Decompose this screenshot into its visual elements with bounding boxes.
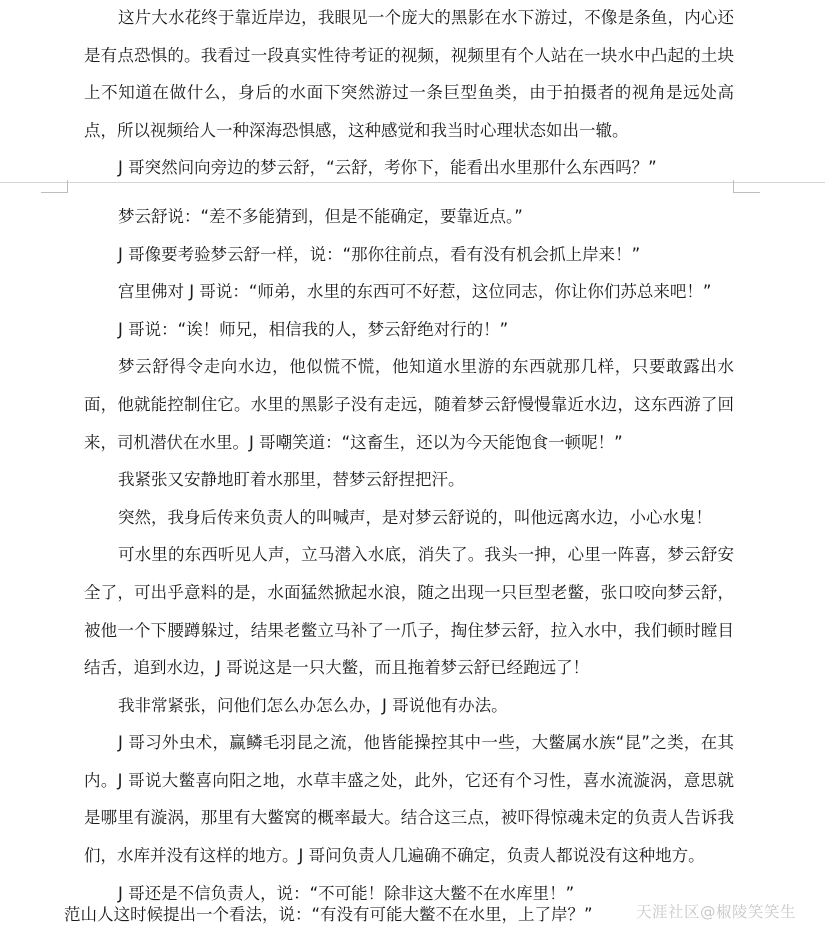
paragraph-5: 宫里佛对 J 哥说：“师弟，水里的东西可不好惹，这位同志，你让你们苏总来吧！” [118, 282, 712, 302]
document-body [84, 0, 734, 912]
paragraph-10: 可水里的东西听见人声，立马潜入水底，消失了。我头一抻，心里一阵喜，梦云舒安全了，可出乎意料的是，水面猛然掀起水浪，随之出现一只巨型老鳖，张口咬向梦云舒，被他一个下腰蹲躲过，结果老鳖立马补了一爪子，掏住梦云舒，拉入水中，我们顿时瞠目结舌，追到水边，J 哥说这是一只大鳖，而且拖着梦云舒已经跑远了！ [84, 545, 734, 678]
page-corner-mark-right [733, 180, 760, 193]
paragraph-3: 梦云舒说：“差不多能猜到，但是不能确定，要靠近点。” [118, 206, 523, 226]
paragraph-1: 这片大水花终于靠近岸边，我眼见一个庞大的黑影在水下游过，不像是条鱼，内心还是有点恐惧的。我看过一段真实性待考证的视频，视频里有个人站在一块水中凸起的土块上不知道在做什么，身后的水面下突然游过一条巨型鱼类，由于拍摄者的视角是远处高点，所以视频给人一种深海恐惧感，这种感觉和我当时心理状态如出一辙。 [84, 8, 734, 140]
page-corner-mark-left [41, 180, 68, 193]
paragraph-6: J 哥说：“诶！师兄，相信我的人，梦云舒绝对行的！” [118, 319, 509, 339]
watermark: 天涯社区@椒陵笑笑生 [636, 903, 797, 921]
paragraph-8: 我紧张又安静地盯着水那里，替梦云舒捏把汗。 [118, 470, 465, 490]
partial-last-line: 范山人这时候提出一个看法，说：“有没有可能大鳖不在水里，上了岸？” [64, 905, 593, 924]
paragraph-9: 突然，我身后传来负责人的叫喊声，是对梦云舒说的，叫他远离水边，小心水鬼！ [118, 507, 712, 527]
paragraph-7: 梦云舒得令走向水边，他似慌不慌，他知道水里游的东西就那几样，只要敢露出水面，他就能控制住它。水里的黑影子没有走远，随着梦云舒慢慢靠近水边，这东西游了回来，司机潜伏在水里。J 哥嘲笑道：“这畜生，还以为今天能饱食一顿呢！” [84, 357, 734, 452]
paragraph-2: J 哥突然问向旁边的梦云舒，“云舒，考你下，能看出水里那什么东西吗？” [118, 158, 657, 178]
paragraph-13: J 哥还是不信负责人，说：“不可能！除非这大鳖不在水库里！” [118, 883, 575, 903]
paragraph-11: 我非常紧张，问他们怎么办怎么办，J 哥说他有办法。 [118, 695, 508, 715]
paragraph-12: J 哥习外虫术，赢鳞毛羽昆之流，他皆能操控其中一些，大鳖属水族“昆”之类，在其内。J 哥说大鳖喜向阳之地，水草丰盛之处，此外，它还有个习性，喜水流漩涡，意思就是哪里有漩涡，那里有大鳖窝的概率最大。结合这三点，被吓得惊魂未定的负责人告诉我们，水库并没有这样的地方。J 哥问负责人几遍确不确定，负责人都说没有这种地方。 [84, 733, 734, 866]
paragraph-4: J 哥像要考验梦云舒一样，说：“那你往前点，看有没有机会抓上岸来！” [118, 244, 641, 264]
